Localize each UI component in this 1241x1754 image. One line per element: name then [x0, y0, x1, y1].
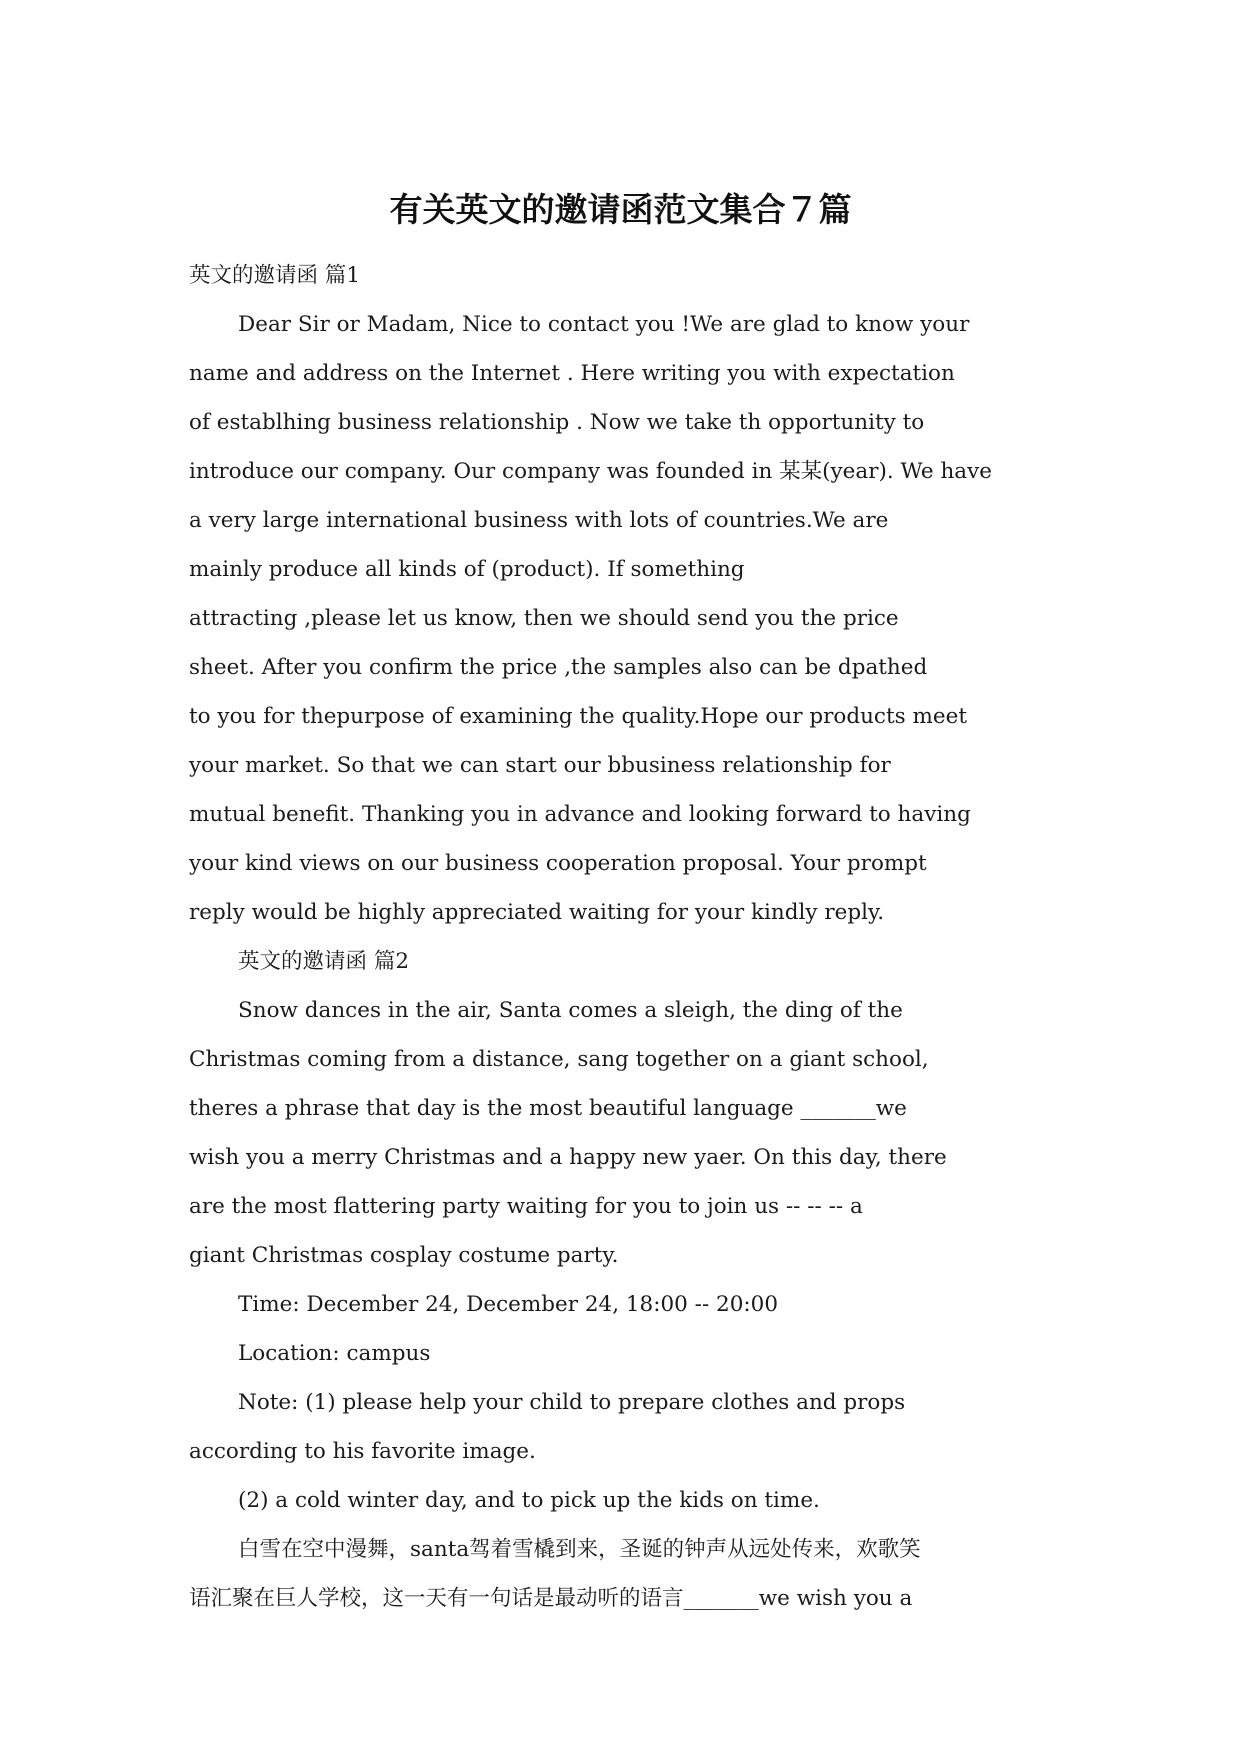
text-line: according to his favorite image.: [189, 1439, 536, 1464]
text-line: a very large international business with lots of countries.We are: [189, 508, 889, 533]
text-line: theres a phrase that day is the most beautiful language _______we: [189, 1096, 907, 1121]
text-line: 语汇聚在巨人学校，这一天有一句话是最动听的语言_______we wish you a: [189, 1586, 913, 1611]
text-line: name and address on the Internet . Here writing you with expectation: [189, 361, 955, 386]
text-line: mutual benefit. Thanking you in advance and looking forward to having: [189, 802, 971, 827]
document-title: 有关英文的邀请函范文集合７篇: [389, 190, 852, 229]
text-line: Time: December 24, December 24, 18:00 -- 20:00: [238, 1292, 778, 1317]
text-line: 英文的邀请函 篇2: [238, 949, 410, 974]
text-line: your market. So that we can start our bbusiness relationship for: [189, 753, 891, 778]
text-line: attracting ,please let us know, then we should send you the price: [189, 606, 899, 631]
text-line: wish you a merry Christmas and a happy new yaer. On this day, there: [189, 1145, 947, 1170]
text-line: Snow dances in the air, Santa comes a sleigh, the ding of the: [238, 998, 903, 1023]
text-line: Christmas coming from a distance, sang together on a giant school,: [189, 1047, 929, 1072]
text-line: Location: campus: [238, 1341, 431, 1366]
text-line: to you for thepurpose of examining the quality.Hope our products meet: [189, 704, 967, 729]
text-line: 白雪在空中漫舞，santa驾着雪橇到来，圣诞的钟声从远处传来，欢歌笑: [238, 1537, 921, 1562]
text-line: mainly produce all kinds of (product). If something: [189, 557, 745, 582]
text-line: 英文的邀请函 篇1: [189, 263, 361, 288]
text-line: Dear Sir or Madam, Nice to contact you !We are glad to know your: [238, 312, 970, 337]
text-line: giant Christmas cosplay costume party.: [189, 1243, 619, 1268]
text-line: sheet. After you confirm the price ,the samples also can be dpathed: [189, 655, 928, 680]
text-line: introduce our company. Our company was founded in 某某(year). We have: [189, 459, 992, 484]
text-line: Note: (1) please help your child to prepare clothes and props: [238, 1390, 906, 1415]
text-line: are the most flattering party waiting for you to join us -- -- -- a: [189, 1194, 863, 1219]
text-line: reply would be highly appreciated waiting for your kindly reply.: [189, 900, 885, 925]
text-line: of establhing business relationship . Now we take th opportunity to: [189, 410, 925, 435]
text-line: your kind views on our business cooperation proposal. Your prompt: [189, 851, 927, 876]
text-line: (2) a cold winter day, and to pick up the kids on time.: [238, 1488, 820, 1513]
document-body: [189, 251, 1059, 1623]
